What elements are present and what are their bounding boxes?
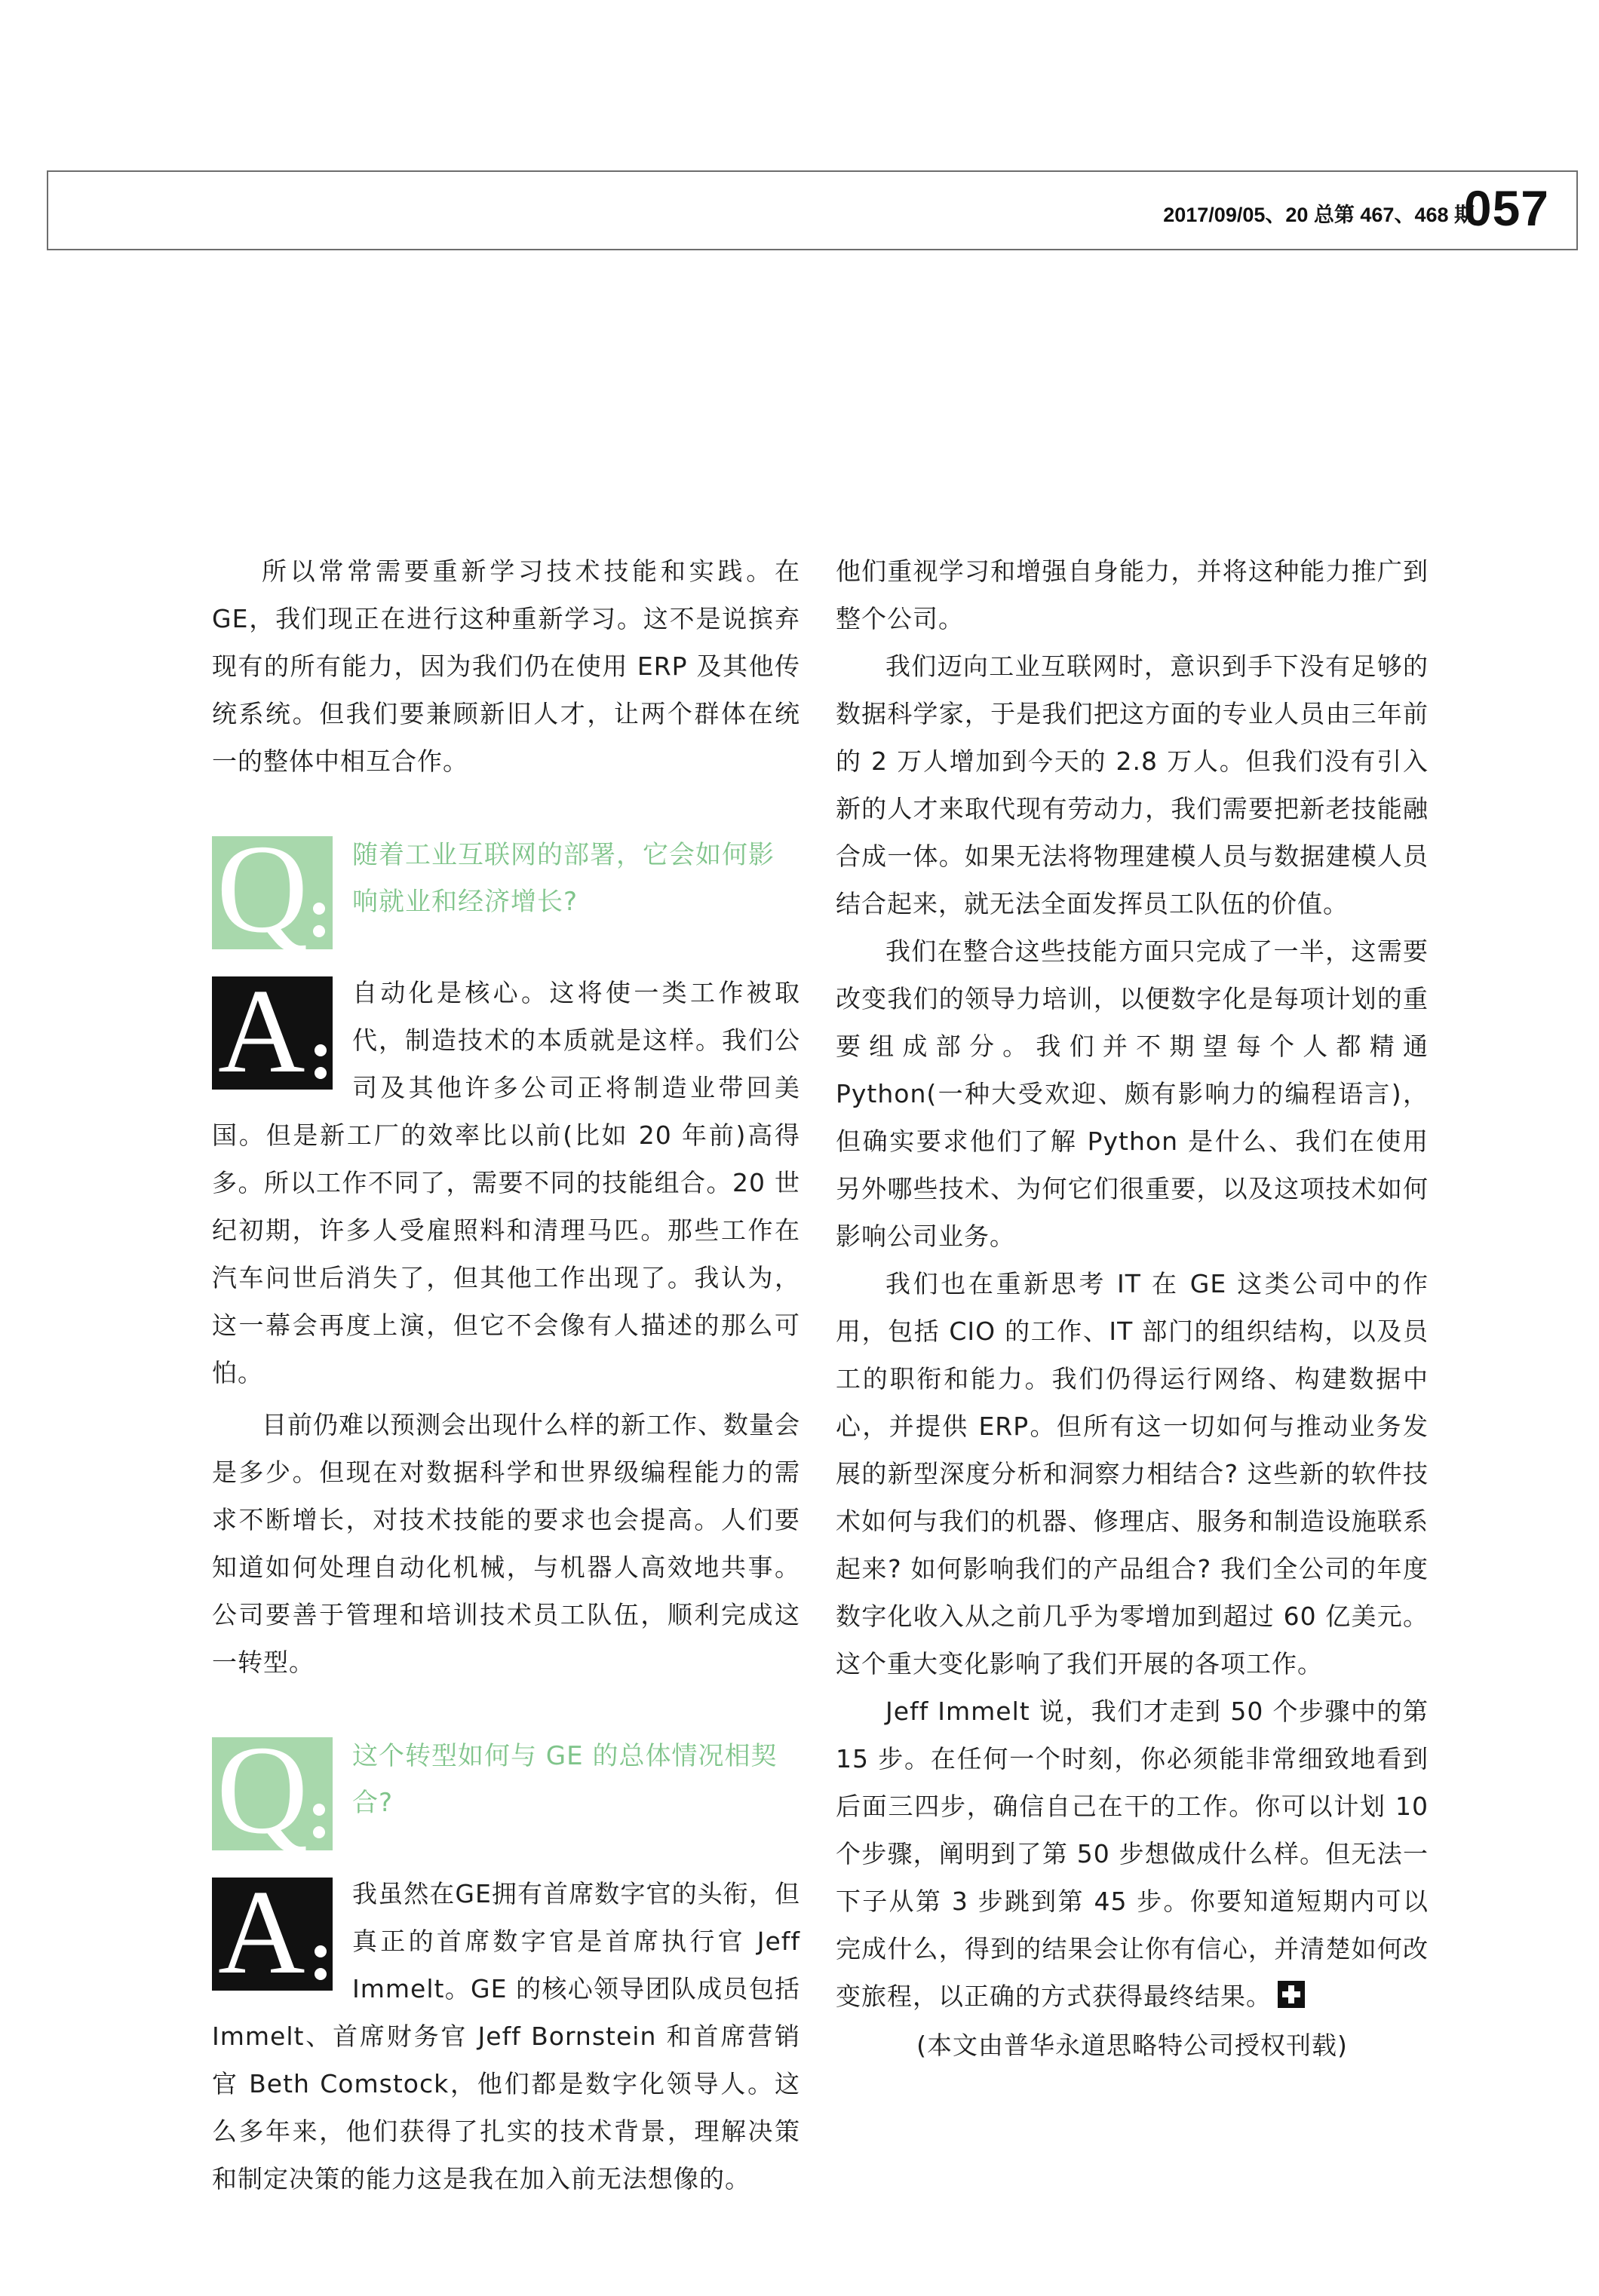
- issue-info: 2017/09/05、20 总第 467、468 期: [1163, 204, 1475, 226]
- right-paragraph-2: 我们迈向工业互联网时，意识到手下没有足够的数据科学家，于是我们把这方面的专业人员由三年前的 2 万人增加到今天的 2.8 万人。但我们没有引入新的人才来取代现有劳动力，我们需要把新老技能融合成一体。如果无法将物理建模人员与数据建模人员结合起来，就无法全面发挥员工队伍的价值。: [836, 651, 1429, 918]
- q-letter: Q: [216, 1720, 308, 1860]
- article-credit: (本文由普华永道思略特公司授权刊载): [916, 2031, 1348, 2060]
- right-column: [836, 547, 1429, 2069]
- right-paragraph-3: 我们在整合这些技能方面只完成了一半，这需要改变我们的领导力培训，以便数字化是每项计划的重要组成部分。我们并不期望每个人都精通 Python(一种大受欢迎、颇有影响力的编程语言)，但确实要求他们了解 Python 是什么、我们在使用另外哪些技术、为何它们很重要，以及这项技术如何影响公司业务。: [836, 936, 1429, 1251]
- right-paragraph-5: [836, 1688, 1429, 2020]
- left-paragraph-1: 所以常常需要重新学习技术技能和实践。在 GE，我们现正在进行这种重新学习。这不是说摈弃现有的所有能力，因为我们仍在使用 ERP 及其他传统系统。但我们要兼顾新旧人才，让两个群体在统一的整体中相互合作。: [212, 556, 800, 776]
- question-2-text: 这个转型如何与 GE 的总体情况相契合?: [352, 1741, 778, 1818]
- right-paragraph-4: 我们也在重新思考 IT 在 GE 这类公司中的作用，包括 CIO 的工作、IT 部门的组织结构，以及员工的职衔和能力。我们仍得运行网络、构建数据中心，并提供 ERP。但所有这一切如何与推动业务发展的新型深度分析和洞察力相结合? 这些新的软件技术如何与我们的机器、修理店、服务和制造设施联系起来? 如何影响我们的产品组合? 我们全公司的年度数字化收入从之前几乎为零增加到超过 60 亿美元。这个重大变化影响了我们开展的各项工作。: [836, 1269, 1429, 1678]
- question-2: [212, 1720, 800, 1860]
- end-mark-icon: [1278, 1981, 1305, 2008]
- answer-2: [212, 1865, 800, 2203]
- question-1: [212, 819, 800, 959]
- a-icon: [212, 1865, 333, 1999]
- q-icon: [212, 1720, 333, 1860]
- page-number: 057: [1463, 180, 1549, 236]
- left-paragraph-2: 目前仍难以预测会出现什么样的新工作、数量会是多少。但现在对数据科学和世界级编程能力的需求不断增长，对技术技能的要求也会提高。人们要知道如何处理自动化机械，与机器人高效地共事。公司要善于管理和培训技术员工队伍，顺利完成这一转型。: [212, 1410, 800, 1677]
- a-letter: A: [218, 1865, 305, 1999]
- q-icon: [212, 819, 333, 959]
- right-paragraph-1: 他们重视学习和增强自身能力，并将这种能力推广到整个公司。: [836, 556, 1429, 633]
- question-1-text: 随着工业互联网的部署，它会如何影响就业和经济增长?: [352, 840, 775, 917]
- answer-1-text: 自动化是核心。这将使一类工作被取代，制造技术的本质就是这样。我们公司及其他许多公司正将制造业带回美国。但是新工厂的效率比以前(比如 20 年前)高得多。所以工作不同了，需要不同的技能组合。20 世纪初期，许多人受雇照料和清理马匹。那些工作在汽车问世后消失了，但其他工作出现了。我认为，这一幕会再度上演，但它不会像有人描述的那么可怕。: [212, 978, 800, 1387]
- page-header: [47, 170, 1578, 250]
- right-paragraph-5-text: Jeff Immelt 说，我们才走到 50 个步骤中的第 15 步。在任何一个时刻，你必须能非常细致地看到后面三四步，确信自己在干的工作。你可以计划 10 个步骤，阐明到了第 50 步想做成什么样。但无法一下子从第 3 步跳到第 45 步。你要知道短期内可以完成什么，得到的结果会让你有信心，并清楚如何改变旅程，以正确的方式获得最终结果。: [836, 1697, 1429, 2011]
- a-letter: A: [218, 964, 305, 1098]
- answer-1: [212, 964, 800, 1396]
- a-icon: [212, 964, 333, 1098]
- left-column: [212, 547, 800, 2203]
- answer-2-text: 我虽然在GE拥有首席数字官的头衔，但真正的首席数字官是首席执行官 Jeff Immelt。GE 的核心领导团队成员包括 Immelt、首席财务官 Jeff Bornstein 和首席营销官 Beth Comstock，他们都是数字化领导人。这么多年来，他们获得了扎实的技术背景，理解决策和制定决策的能力这是我在加入前无法想像的。: [212, 1879, 800, 2193]
- q-letter: Q: [216, 819, 308, 959]
